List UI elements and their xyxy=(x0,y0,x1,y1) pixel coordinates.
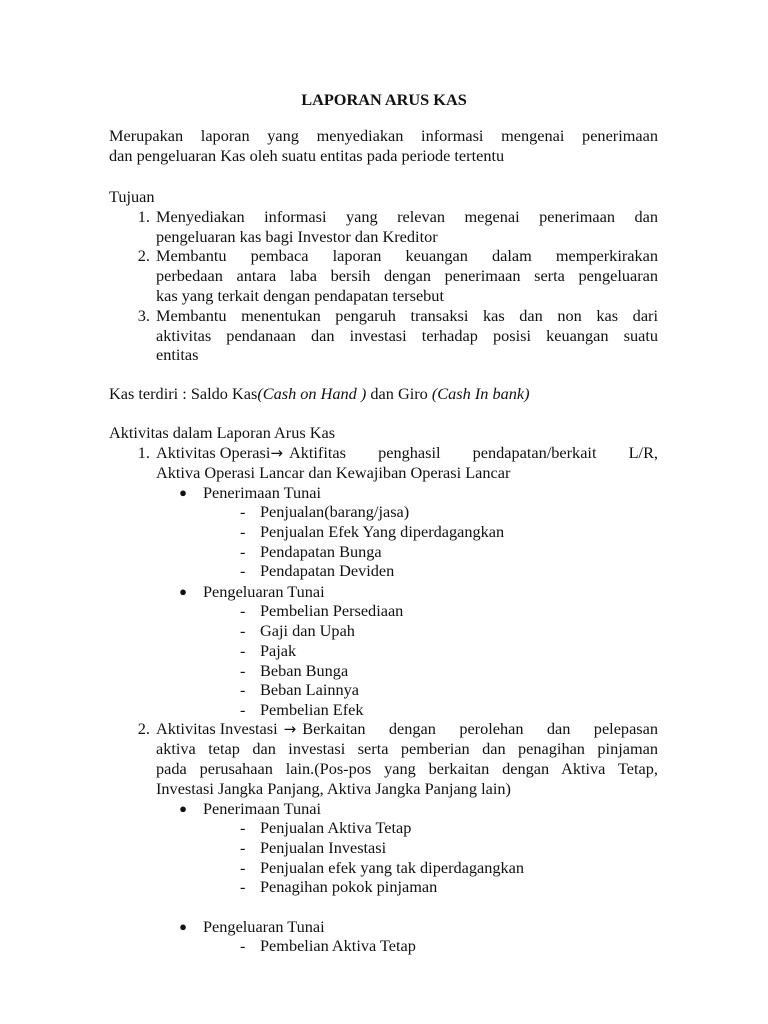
bullet-icon: ● xyxy=(179,584,187,599)
list-item-line: kas yang terkait dengan pendapatan tersebut xyxy=(156,286,444,305)
dash-icon: - xyxy=(240,601,246,620)
aktivitas-operasi-desc: Aktifitas penghasil pendapatan/berkait L/R, xyxy=(288,443,658,462)
arrow-right-icon: → xyxy=(283,720,297,738)
list-item: Pendapatan Deviden xyxy=(260,561,395,580)
list-item-line: perbedaan antara laba bersih dengan penerimaan serta pengeluaran xyxy=(156,266,658,285)
list-number: 2. xyxy=(137,246,150,265)
aktivitas-heading: Aktivitas dalam Laporan Arus Kas xyxy=(109,423,336,442)
list-item-line: pengeluaran kas bagi Investor dan Kreditor xyxy=(156,227,438,246)
list-item-line: Aktiva Operasi Lancar dan Kewajiban Operasi Lancar xyxy=(156,463,511,482)
list-number: 1. xyxy=(137,443,150,462)
list-item: Penagihan pokok pinjaman xyxy=(260,877,438,896)
list-item: Penjualan Aktiva Tetap xyxy=(260,818,412,837)
list-number: 1. xyxy=(137,207,150,226)
dash-icon: - xyxy=(240,838,246,857)
intro-line: dan pengeluaran Kas oleh suatu entitas pada periode tertentu xyxy=(109,146,505,165)
list-item: Pembelian Persediaan xyxy=(260,601,404,620)
list-number: 2. xyxy=(137,719,150,738)
list-item: Pembelian Efek xyxy=(260,700,364,719)
arrow-right-icon: → xyxy=(270,444,283,462)
pengeluaran-label: Pengeluaran Tunai xyxy=(203,582,325,601)
dash-icon: - xyxy=(240,877,246,896)
dash-icon: - xyxy=(240,818,246,837)
bullet-icon: ● xyxy=(179,801,187,816)
bullet-icon: ● xyxy=(179,485,187,500)
list-item-line: Investasi Jangka Panjang, Aktiva Jangka Panjang lain) xyxy=(156,779,511,798)
list-item: Penjualan Investasi xyxy=(260,838,387,857)
dash-icon: - xyxy=(240,661,246,680)
kas-line xyxy=(109,384,530,404)
cash-in-bank: (Cash In bank) xyxy=(431,384,530,403)
dash-icon: - xyxy=(240,522,246,541)
list-item: Penjualan efek yang tak diperdagangkan xyxy=(260,858,525,877)
pengeluaran-label: Pengeluaran Tunai xyxy=(203,917,325,936)
intro-line: Merupakan laporan yang menyediakan informasi mengenai penerimaan xyxy=(109,126,658,145)
list-item: Beban Lainnya xyxy=(260,680,360,699)
aktivitas-investasi-desc: Berkaitan dengan perolehan dan pelepasan xyxy=(302,719,658,738)
dash-icon: - xyxy=(240,858,246,877)
list-item-line: aktiva tetap dan investasi serta pemberian dan penagihan pinjaman xyxy=(156,739,658,758)
list-number: 3. xyxy=(137,306,150,325)
list-item-line: Menyediakan informasi yang relevan megenai penerimaan dan xyxy=(156,207,658,226)
list-item: Penjualan Efek Yang diperdagangkan xyxy=(260,522,505,541)
cash-on-hand: (Cash on Hand ) xyxy=(257,384,367,403)
list-item-line: Membantu pembaca laporan keuangan dalam memperkirakan xyxy=(156,246,658,265)
dash-icon: - xyxy=(240,542,246,561)
list-item-line: aktivitas pendanaan dan investasi terhadap posisi keuangan suatu xyxy=(156,326,658,345)
list-item: Gaji dan Upah xyxy=(260,621,355,640)
dash-icon: - xyxy=(240,641,246,660)
list-item-line: pada perusahaan lain.(Pos-pos yang berkaitan dengan Aktiva Tetap, xyxy=(156,759,658,778)
aktivitas-operasi-label: Aktivitas Operasi xyxy=(156,443,271,462)
dash-icon: - xyxy=(240,680,246,699)
list-item-line: Membantu menentukan pengaruh transaksi kas dan non kas dari xyxy=(156,306,658,325)
list-item: Pembelian Aktiva Tetap xyxy=(260,936,416,955)
penerimaan-label: Penerimaan Tunai xyxy=(203,483,322,502)
tujuan-heading: Tujuan xyxy=(109,187,155,206)
penerimaan-label: Penerimaan Tunai xyxy=(203,799,322,818)
list-item-line: entitas xyxy=(156,345,199,364)
aktivitas-investasi-label: Aktivitas Investasi xyxy=(156,719,278,738)
dash-icon: - xyxy=(240,621,246,640)
kas-prefix: Kas terdiri : Saldo Kas xyxy=(109,384,258,403)
bullet-icon: ● xyxy=(179,919,187,934)
list-item: Pendapatan Bunga xyxy=(260,542,382,561)
kas-middle: dan Giro xyxy=(366,384,432,403)
dash-icon: - xyxy=(240,700,246,719)
list-item: Pajak xyxy=(260,641,297,660)
aktivitas-investasi-line xyxy=(156,719,658,739)
dash-icon: - xyxy=(240,502,246,521)
page-title: LAPORAN ARUS KAS xyxy=(301,90,467,109)
list-item: Beban Bunga xyxy=(260,661,349,680)
aktivitas-operasi-line xyxy=(156,443,658,463)
dash-icon: - xyxy=(240,936,246,955)
dash-icon: - xyxy=(240,561,246,580)
list-item: Penjualan(barang/jasa) xyxy=(260,502,410,521)
